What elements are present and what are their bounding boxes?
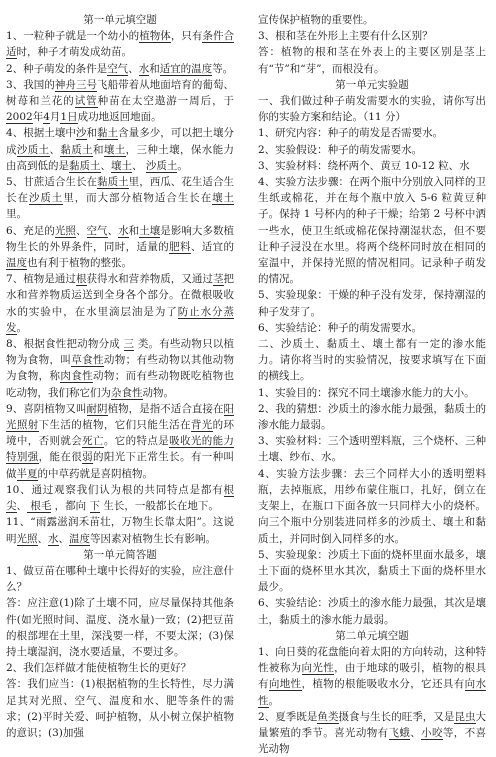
answer-underlined: 飞蛾 [388, 726, 411, 739]
paragraph [258, 401, 486, 433]
answer-underlined: 适宜的温度 [159, 62, 213, 75]
text-run: 9、喜阴植物又叫 [6, 402, 87, 415]
text-run: 、 [49, 143, 61, 156]
paragraph [6, 595, 234, 660]
text-run: ，由于地球的吸引，植物的根具有 [258, 662, 486, 691]
text-run: 飞船带着从地面培育的葡萄、树苺和兰花的 [6, 78, 234, 108]
answer-underlined: 土壤 [139, 224, 161, 237]
section-heading: 第一单元实验题 [335, 78, 409, 91]
text-run: 摄食与生长的旺季，又是 [338, 710, 455, 723]
paragraph [258, 433, 486, 465]
text-run: 、 [16, 500, 27, 513]
left-column [6, 12, 234, 741]
answer-underlined: 照 [27, 532, 38, 545]
paragraph [258, 158, 486, 174]
paragraph [6, 223, 234, 272]
answer-underlined: 鱼类 [317, 710, 339, 723]
answer-underlined: 草食性 [71, 354, 104, 367]
text-run: 和 [93, 143, 104, 156]
text-run: 把水和营养物质运送到全身各个部分。在微根吸收水的实验中，在水里滴层油是为了 [6, 273, 235, 318]
text-run: 、 [132, 159, 146, 172]
paragraph [6, 660, 234, 676]
text-run: 2、种子萌发的条件是 [6, 62, 108, 75]
text-run: 也有利于植物的整张。 [27, 257, 132, 270]
text-run: 3、实验材料：三个透明塑料瓶，三个烧杯、三种土壤、纱布、水。 [258, 435, 486, 464]
section-heading: 第一单元填空题 [83, 14, 157, 26]
answer-underlined: 茎 [212, 273, 224, 286]
paragraph [6, 77, 234, 126]
answer-underlined: 温度 [6, 257, 27, 270]
answer-underlined: 空气 [107, 62, 129, 75]
answer-underlined: 背光 [190, 419, 213, 432]
text-run: 动物。 [142, 386, 174, 399]
answer-underlined: 温度 [69, 532, 90, 545]
text-run: 5、实验现象：干燥的种子没有发芽，保持潮湿的种子发芽了。 [258, 289, 486, 318]
text-run: 含量多少，可以把土壤分成 [6, 127, 235, 156]
text-run: 成功地返回地面。 [77, 111, 162, 124]
paragraph [258, 28, 486, 44]
answer-underlined: 死亡 [82, 435, 104, 448]
right-column [258, 12, 486, 757]
answer-underlined: 1 [60, 111, 68, 124]
text-run: 和 [128, 224, 140, 237]
text-run: 获得水和营养物质，又通过 [86, 273, 213, 286]
text-run: 和 [149, 62, 160, 75]
answer-underlined: 耐阴 [86, 402, 108, 415]
text-run: ，三种土壤，保水能力由高到低的是 [6, 143, 234, 172]
paragraph [6, 271, 234, 336]
answer-underlined: 植物体 [139, 30, 171, 43]
text-run: 5、甘蔗适合生长在 [6, 176, 98, 189]
paragraph [258, 142, 486, 158]
text-run: 年 [32, 111, 44, 124]
answer-underlined: 水 [118, 224, 129, 237]
paragraph [258, 320, 486, 336]
text-run: 1、实验目的：探究不同土壤渗水能力的大小。 [258, 386, 475, 399]
answer-underlined: 黏质土 [69, 159, 101, 172]
text-run: 2、我的猜想：沙质土的渗水能力最强，黏质土的渗水能力最弱。 [258, 402, 486, 432]
text-run: 、 [410, 726, 422, 739]
answer-underlined: 黏质土 [60, 143, 93, 156]
text-run: 里，西瓜、花生适合生长在 [6, 176, 235, 205]
text-run: 植物，是指不适合直接在 [107, 402, 224, 415]
text-run: 2、我们怎样做才能使植物生长的更好？ [6, 662, 192, 675]
answer-underlined: 向水性 [258, 678, 486, 707]
text-run: 一、我们做过种子萌发需要水的实验，请你写出你的实验方案和结论。（11 分） [258, 95, 486, 124]
text-run: 2、实验假设：种子的萌发需要水。 [258, 143, 423, 156]
answer-underlined: 2002 [6, 111, 33, 124]
answer-underlined: 沙质土 [145, 159, 178, 172]
answer-underlined: 空气 [86, 224, 108, 237]
answer-underlined: 阳光 [6, 402, 235, 432]
text-run: 3、我国的 [6, 78, 55, 91]
text-run: 等因素对植物生长有影响。 [90, 532, 216, 545]
answer-underlined: 沙质土 [28, 192, 64, 205]
answer-underlined: 光照 [54, 224, 76, 237]
text-run: 。 [268, 694, 279, 707]
paragraph [6, 482, 234, 514]
answer-underlined: 照射 [16, 419, 39, 432]
text-run: 里。 [6, 208, 27, 221]
text-run: 、 [75, 224, 87, 237]
text-run: 10、通过观察我们认为根的共同特点是都有 [6, 483, 224, 496]
answer-underlined: 下 [89, 500, 101, 513]
text-run: 、适宜的 [190, 240, 234, 253]
text-run: 的阳光下正常生长。有一种叫做 [6, 451, 234, 480]
answer-underlined: 三 [123, 338, 135, 351]
text-run: 里，而大部分植物适合生长在 [63, 192, 213, 205]
paragraph [6, 401, 234, 482]
text-run: 4、实验方法步骤：在两个瓶中分别放入同样的卫生纸或棉花，并在每个瓶中放入 5-6 粒黄豆种子。保持 1 号杯内的种子干燥；给第 2 号杯中洒一些水，使卫生纸或棉花保持潮湿状态，但不要让种子浸没在水里。将两个绕杯同时放在相同的室温中，并保持光照的情况相同。记录种子萌发的情况。 [258, 176, 486, 286]
answer-underlined: 水 [138, 62, 150, 75]
answer-underlined: 向光性 [301, 662, 335, 675]
answer-underlined: 黏质土 [97, 176, 129, 189]
paragraph [258, 385, 486, 401]
text-run: 1、做豆苗在哪种土壤中长得好的实验，应注意什么？ [6, 564, 234, 594]
answer-underlined: 壤土 [103, 143, 126, 156]
text-run: 、 [128, 62, 139, 75]
text-run: 2、夏季既是 [258, 710, 318, 723]
answer-underlined: 4 [43, 111, 50, 124]
text-run: 答：我们应当：(1)根据植物的生长特性，尽力满足其对光照、空气、温度和水、肥等条件的需求；(2)平时关爱、呵护植物，从小树立保护植物的意识；(3)加强 [6, 678, 234, 739]
text-run: 6、实验结论：种子的萌发需要水。 [258, 321, 423, 334]
text-run: 动物；而有些动物既吃植物也吃动物，我们称它们为 [6, 370, 234, 399]
text-run: 5、实验现象：沙质土下面的烧杯里面水最多，壤土下面的烧杯里水其次，黏质土下面的烧杯里水最少。 [258, 548, 486, 594]
answer-underlined: 向地性 [268, 678, 302, 691]
text-run: 大量繁殖的季节。喜光动物有 [258, 710, 487, 739]
answer-underlined: 小咬 [421, 726, 443, 739]
paragraph [6, 514, 234, 546]
text-run: 7、植物是通过 [6, 273, 76, 286]
text-run: 动物；有些动物以其他动物为食物，称 [6, 354, 234, 383]
paragraph [258, 93, 486, 125]
paragraph [258, 287, 486, 319]
text-run: 等。 [212, 62, 234, 75]
text-run: 8、根据食性把动物分成 [6, 338, 124, 351]
answer-underlined: 沙 [75, 127, 87, 140]
paragraph [258, 709, 486, 757]
text-run: 和 [86, 127, 98, 140]
paragraph [258, 12, 486, 28]
paragraph [6, 125, 234, 174]
paragraph [6, 563, 234, 595]
text-run: 下生活的植物，它们只能生活在 [38, 419, 191, 432]
text-run: 的环境中，否则就会 [6, 419, 234, 448]
text-run: 1、一粒种子就是一个幼小的 [6, 30, 140, 43]
text-run: ，能在很 [38, 451, 83, 464]
text-run: 月 [49, 111, 61, 124]
answer-underlined: 光 [16, 532, 27, 545]
text-run: 是影响大多数植物生长的外界条件，同时，适量的 [6, 224, 235, 253]
text-run: ，都向 [51, 500, 90, 513]
answer-underlined: 根尖 [6, 483, 234, 513]
section-heading: 第一单元简答题 [83, 548, 157, 561]
text-run: ，只有 [170, 30, 203, 43]
answer-underlined: 日 [67, 111, 78, 124]
answer-underlined: 昆虫 [454, 710, 476, 723]
section-heading: 第二单元填空题 [335, 629, 409, 642]
text-run: 生长，一般都长在地下。 [100, 500, 219, 513]
text-run: 、 [100, 159, 111, 172]
text-run: 等，不喜光动物 [258, 726, 486, 756]
text-run: 1、研究内容：种子的萌发是否需要水。 [258, 127, 444, 140]
answer-underlined: 根 [75, 273, 87, 286]
answer-underlined: 吸收光的能力特别强 [6, 435, 234, 464]
paragraph [258, 174, 486, 287]
answer-underlined: 防止水分蒸发 [6, 305, 235, 334]
answer-underlined: 黏土 [97, 127, 119, 140]
text-run: 的中草药就是喜阴植物。 [37, 467, 153, 480]
answer-underlined: 神舟三号 [54, 78, 98, 91]
text-run: 。 [177, 159, 188, 172]
answer-underlined: 水 [48, 532, 59, 545]
answer-underlined: 壤土 [111, 159, 132, 172]
paragraph [258, 466, 486, 547]
paragraph [258, 336, 486, 385]
text-run: 1、向日葵的花盘能向着太阳的方向转动，这种特性被称为 [258, 645, 486, 675]
text-run: 。 [16, 321, 27, 334]
text-run: 类。有些动物只以植物为食物，叫 [6, 338, 234, 367]
answer-underlined: 壤土 [212, 192, 235, 205]
text-run: 二、沙质土、黏质土、壤土都有一定的渗水能力。请你将当时的实验情况，按要求填写在下面的横线上。 [258, 338, 486, 383]
text-run: 4、实验方法步骤：去三个同样大小的透明塑料瓶，去掉瓶底，用纱布蒙住瓶口，扎好，倒立在支架上，在瓶口下面各放一只同样大小的烧杯。向三个瓶中分别装进同样多的沙质土、壤土和黏质土，并同时倒入同样多的水。 [258, 467, 486, 545]
text-run: 、 [107, 224, 119, 237]
paragraph [6, 676, 234, 741]
answer-underlined: 肉食性 [60, 370, 93, 383]
text-run: 。它的特点是 [103, 435, 170, 448]
text-run: 3、实验材料：绕杯两个、黄豆 10-12 粒、水 [258, 159, 470, 172]
answer-underlined: 试管 [74, 95, 98, 108]
text-run: 宣传保护植物的重要性。 [258, 14, 374, 26]
paragraph [6, 61, 234, 77]
paragraph [258, 125, 486, 141]
paragraph [258, 547, 486, 596]
text-run: 4、根据土壤中 [6, 127, 76, 140]
text-run: 3、根和茎在外形上主要有什么区别？ [258, 30, 433, 43]
text-run: 11、“雨露滋润禾苗壮，万物生长靠太阳”。这说明 [6, 516, 234, 545]
answer-underlined: 肥料 [169, 240, 191, 253]
text-run: 种苗在太空遨游一周后，于 [97, 95, 235, 108]
paragraph [258, 595, 486, 627]
text-run: 、 [58, 532, 69, 545]
answer-underlined: 沙质土 [16, 143, 50, 156]
paragraph [6, 336, 234, 401]
text-run: 答：应注意(1)除了土壤不同，应尽量保持其他条件(如光照时间、温度、浇水量)一致；(2)把豆苗的根部埋在土里，深浅要一样，不要太深；(3)保持土壤湿润，浇水要适量，不要过多。 [6, 597, 234, 658]
text-run: 、 [37, 532, 48, 545]
answer-underlined: 杂食性 [111, 386, 143, 399]
text-run: 6、充足的 [6, 224, 55, 237]
answer-underlined: 弱 [82, 451, 93, 464]
text-run: 时，种子才萌发成幼苗。 [16, 46, 132, 59]
answer-underlined: 根毛 [30, 500, 52, 513]
paragraph [6, 28, 234, 60]
text-run: 6、实验结论：沙质土的渗水能力最强，其次是壤土，黏质土的渗水能力最弱。 [258, 597, 486, 626]
paragraph [6, 174, 234, 223]
text-run: 答：植物的根和茎在外表上的主要区别是茎上有“节”和“芽”，而根没有。 [258, 46, 486, 75]
text-run: ，植物的根能吸收水分，它还具有 [301, 678, 465, 691]
answer-underlined: 条件合适 [6, 30, 235, 59]
paragraph [258, 44, 486, 76]
answer-underlined: 半夏 [16, 467, 38, 480]
paragraph [258, 644, 486, 709]
